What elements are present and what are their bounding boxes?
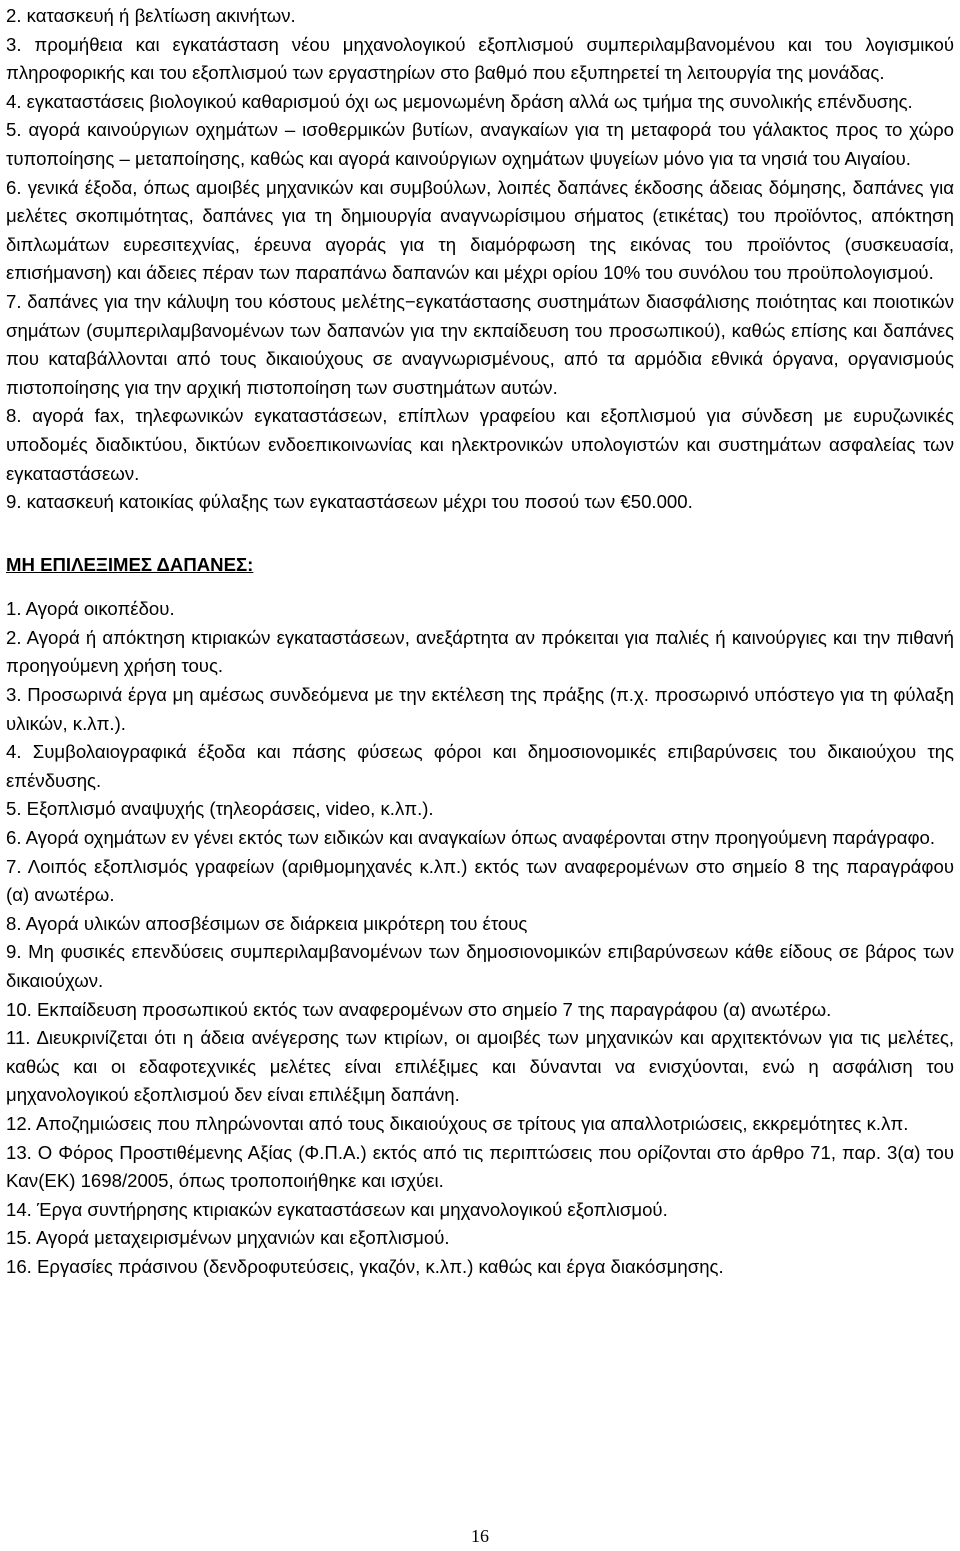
list-item: 4. εγκαταστάσεις βιολογικού καθαρισμού όχι ως μεμονωμένη δράση αλλά ως τμήμα της συνολικής επένδυσης. [6, 90, 913, 112]
list-item: 12. Αποζημιώσεις που πληρώνονται από τους δικαιούχους σε τρίτους για απαλλοτριώσεις, εκκρεμότητες κ.λπ. [6, 1112, 909, 1134]
list-item: 9. κατασκευή κατοικίας φύλαξης των εγκαταστάσεων μέχρι του ποσού των €50.000. [6, 491, 693, 513]
list-item: 16. Εργασίες πράσινου (δενδροφυτεύσεις, γκαζόν, κ.λπ.) καθώς και έργα διακόσμησης. [6, 1255, 724, 1277]
list-item: 3. Προσωρινά έργα μη αμέσως συνδεόμενα με την εκτέλεση της πράξης (π.χ. προσωρινό υπόστεγο για τη φύλαξη υλικών, κ.λπ.). [6, 684, 954, 734]
list-item: 8. αγορά fax, τηλεφωνικών εγκαταστάσεων, επίπλων γραφείου και εξοπλισμού για σύνδεση με ευρυζωνικές υποδομές διαδικτύου, δικτύων ενδοεπικοινωνίας και ηλεκτρονικών υπολογιστών και συστημάτων ασφαλείας των εγκαταστάσεων. [6, 405, 954, 484]
list-item: 10. Εκπαίδευση προσωπικού εκτός των αναφερομένων στο σημείο 7 της παραγράφου (α) ανωτέρω. [6, 998, 832, 1020]
eligible-expenses-list [6, 2, 954, 517]
list-item: 6. Αγορά οχημάτων εν γένει εκτός των ειδικών και αναγκαίων όπως αναφέρονται στην προηγούμενη παράγραφο. [6, 827, 936, 849]
list-item: 8. Αγορά υλικών αποσβέσιμων σε διάρκεια μικρότερη του έτους [6, 912, 528, 934]
list-item: 5. αγορά καινούργιων οχημάτων – ισοθερμικών βυτίων, αναγκαίων για τη μεταφορά του γάλακτος προς το χώρο τυποποίησης – μεταποίησης, καθώς και αγορά καινούργιων οχημάτων ψυγείων μόνο για τα νησιά του Αιγαίου. [6, 119, 954, 169]
list-item: 7. δαπάνες για την κάλυψη του κόστους μελέτης−εγκατάστασης συστημάτων διασφάλισης ποιότητας και ποιοτικών σημάτων (συμπεριλαμβανομένων των δαπανών για την εκπαίδευση του προσωπικού), καθώς επίσης και δαπάνες που καταβάλλονται από τους δικαιούχους σε αναγνωρισμένους, από τα αρμόδια εθνικά όργανα, οργανισμούς πιστοποίησης για την αρχική πιστοποίηση των συστημάτων αυτών. [6, 290, 954, 398]
list-item: 15. Αγορά μεταχειρισμένων μηχανιών και εξοπλισμού. [6, 1227, 450, 1249]
list-item: 6. γενικά έξοδα, όπως αμοιβές μηχανικών και συμβούλων, λοιπές δαπάνες έκδοσης άδειας δόμησης, δαπάνες για μελέτες σκοπιμότητας, δαπάνες για τη δημιουργία αναγνωρίσιμου σήματος (ετικέτας) του προϊόντος, απόκτηση διπλωμάτων ευρεσιτεχνίας, έρευνα αγοράς για τη διαμόρφωση της εικόνας του προϊόντος (συσκευασία, επισήμανση) και άδειες πέραν των παραπάνω δαπανών και μέχρι ορίου 10% του συνόλου του προϋπολογισμού. [6, 176, 954, 284]
list-item: 5. Εξοπλισμό αναψυχής (τηλεοράσεις, video, κ.λπ.). [6, 798, 434, 820]
page-number: 16 [471, 1526, 489, 1546]
list-item: 11. Διευκρινίζεται ότι η άδεια ανέγερσης των κτιρίων, οι αμοιβές των μηχανικών και αρχιτεκτόνων για τις μελέτες, καθώς και οι εδαφοτεχνικές μελέτες είναι επιλέξιμες και δύνανται να ενισχύονται, ενώ η ασφάλιση του μηχανολογικού εξοπλισμού δεν είναι επιλέξιμη δαπάνη. [6, 1027, 954, 1106]
list-item: 2. κατασκευή ή βελτίωση ακινήτων. [6, 5, 296, 26]
list-item: 4. Συμβολαιογραφικά έξοδα και πάσης φύσεως φόροι και δημοσιονομικές επιβαρύνσεις του δικαιούχου της επένδυσης. [6, 741, 954, 791]
document-body [6, 2, 954, 1282]
list-item: 14. Έργα συντήρησης κτιριακών εγκαταστάσεων και μηχανολογικού εξοπλισμού. [6, 1198, 668, 1220]
list-item: 3. προμήθεια και εγκατάσταση νέου μηχανολογικού εξοπλισμού συμπεριλαμβανομένου και του λογισμικού πληροφορικής και του εξοπλισμού των εργαστηρίων στο βαθμό που εξυπηρετεί τη λειτουργία της μονάδας. [6, 33, 954, 84]
section-heading: ΜΗ ΕΠΙΛΕΞΙΜΕΣ ΔΑΠΑΝΕΣ: [6, 553, 254, 575]
ineligible-expenses-list [6, 595, 954, 1281]
list-item: 9. Μη φυσικές επενδύσεις συμπεριλαμβανομένων των δημοσιονομικών επιβαρύνσεων κάθε είδους σε βάρος των δικαιούχων. [6, 941, 954, 991]
list-item: 2. Αγορά ή απόκτηση κτιριακών εγκαταστάσεων, ανεξάρτητα αν πρόκειται για παλιές ή καινούργιες και την πιθανή προηγούμενη χρήση τους. [6, 626, 954, 677]
list-item: 7. Λοιπός εξοπλισμός γραφείων (αριθμομηχανές κ.λπ.) εκτός των αναφερομένων στο σημείο 8 της παραγράφου (α) ανωτέρω. [6, 855, 954, 906]
list-item: 13. Ο Φόρος Προστιθέμενης Αξίας (Φ.Π.Α.) εκτός από τις περιπτώσεις που ορίζονται στο άρθρο 71, παρ. 3(α) του Καν(ΕΚ) 1698/2005, όπως τροποποιήθηκε και ισχύει. [6, 1141, 954, 1192]
list-item: 1. Αγορά οικοπέδου. [6, 598, 175, 620]
